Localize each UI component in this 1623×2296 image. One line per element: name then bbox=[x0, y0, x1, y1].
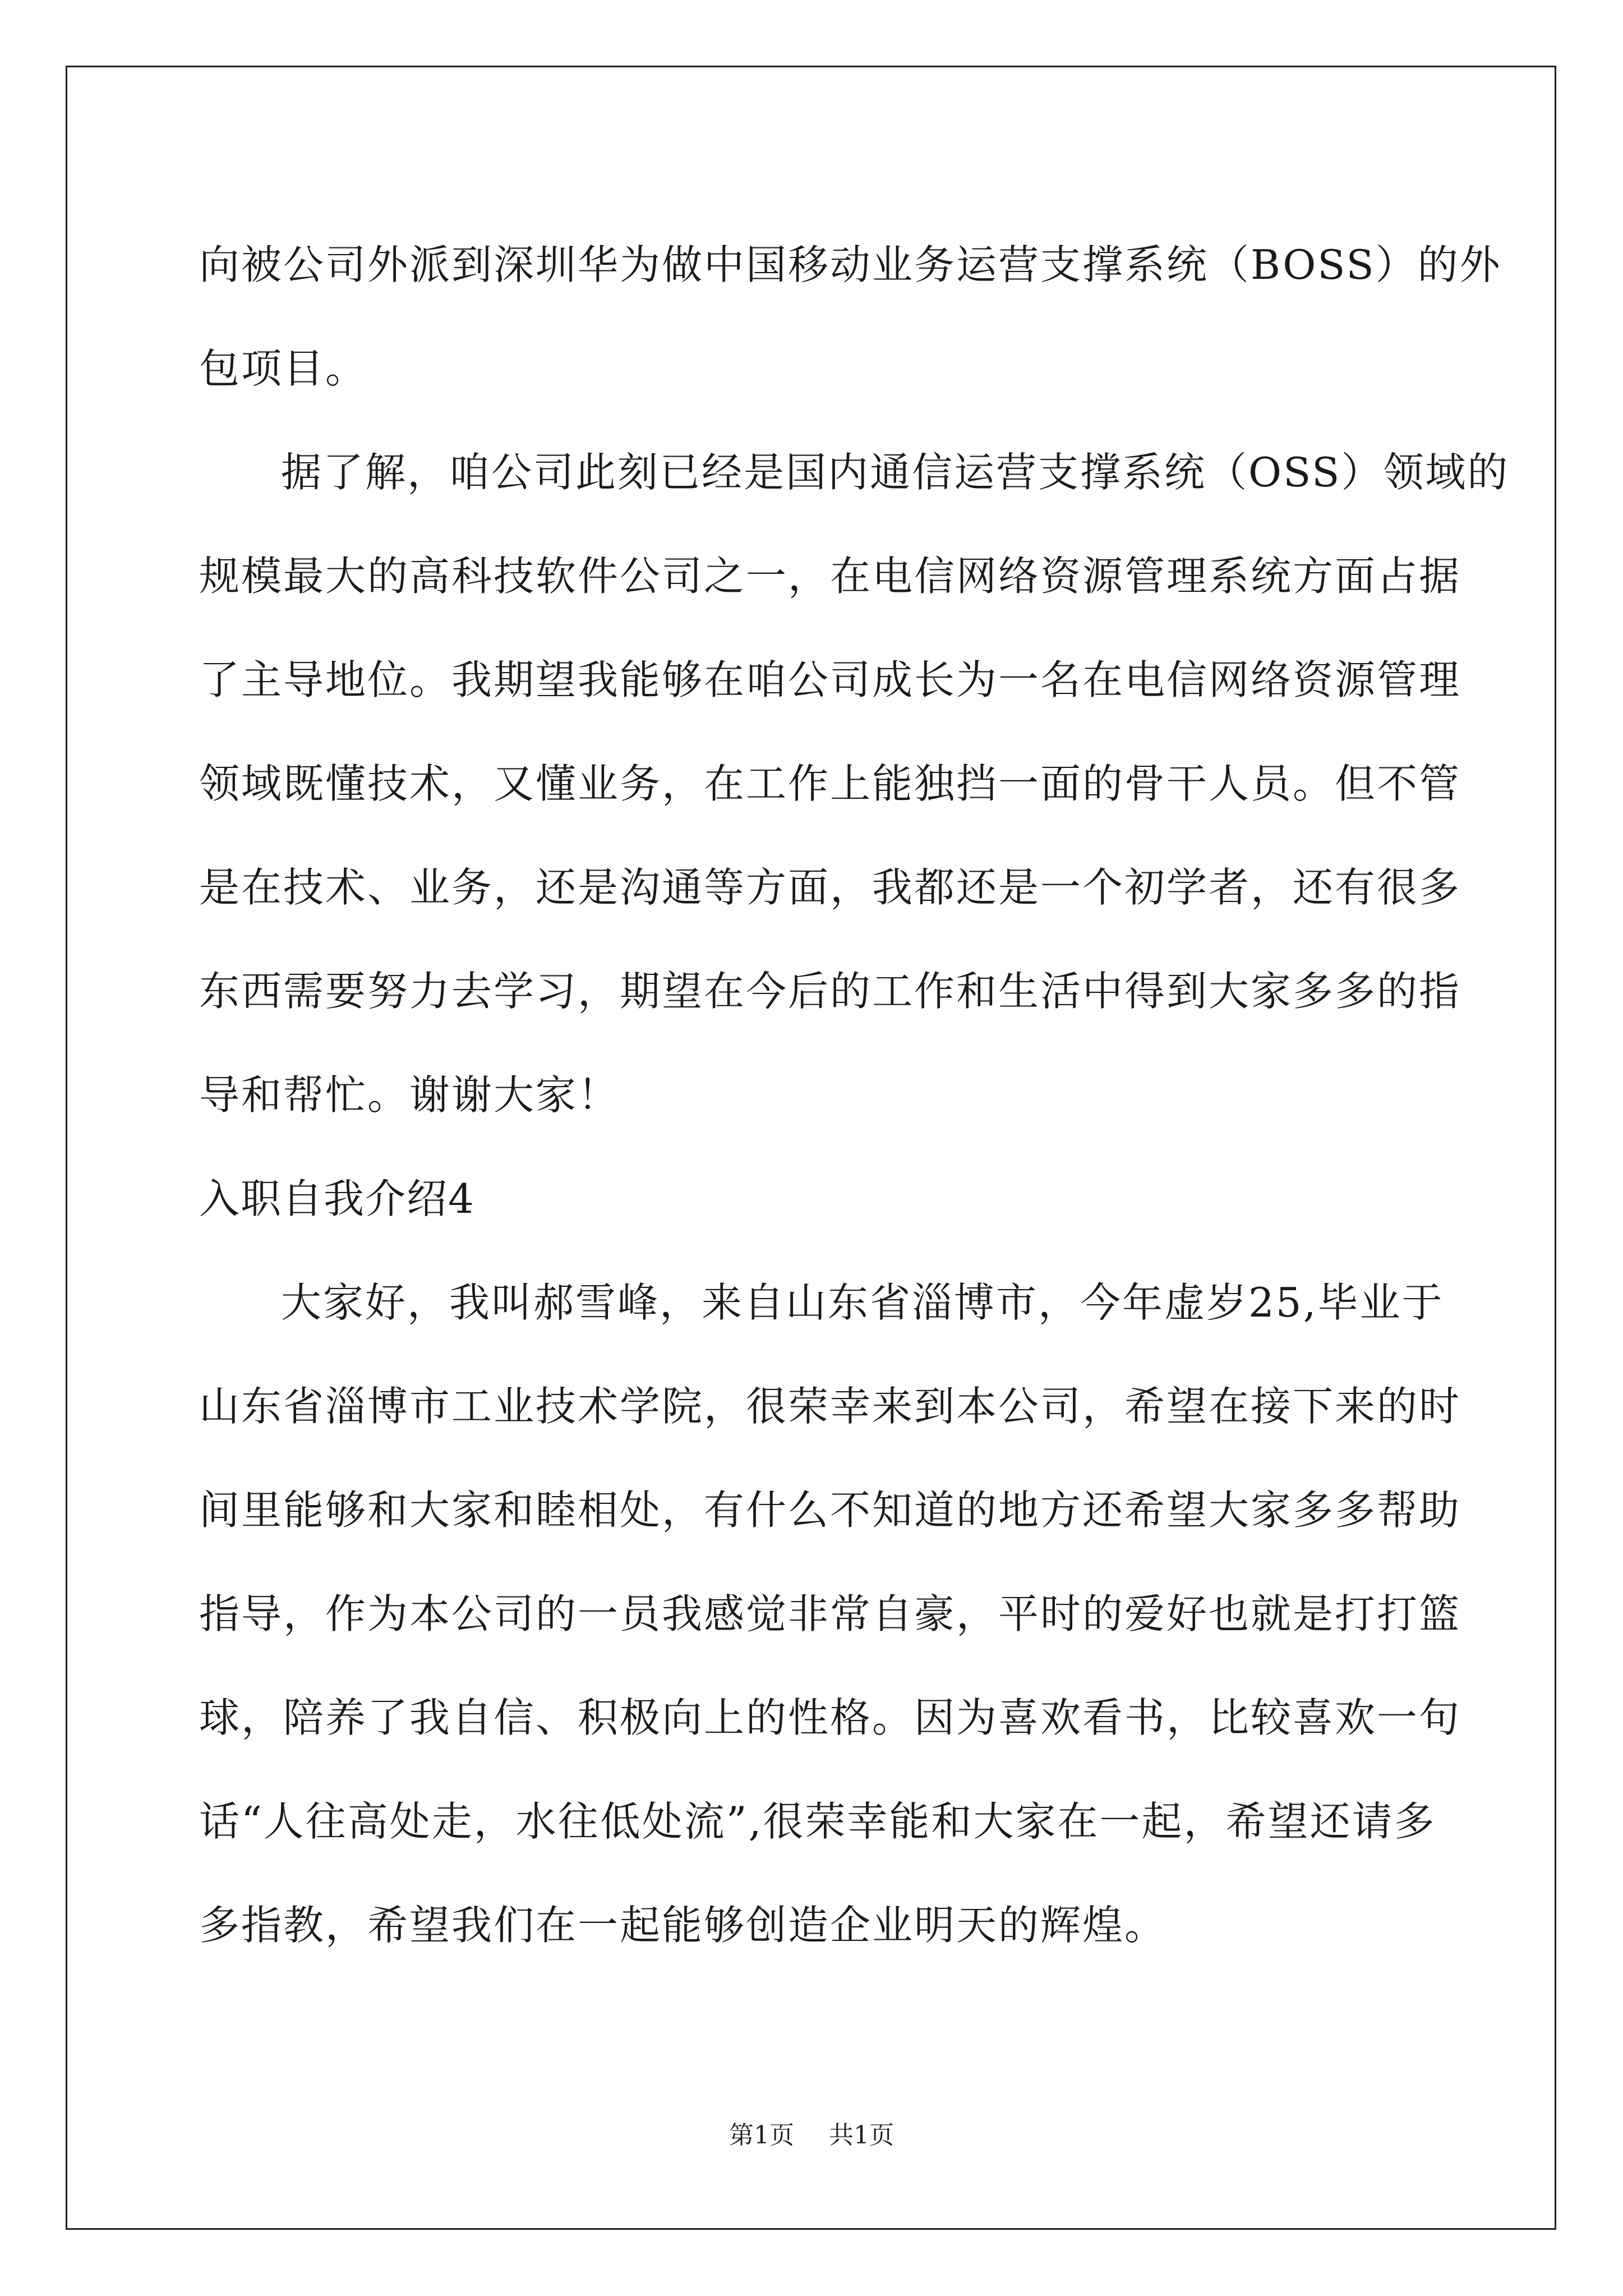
text-line: 球，陪养了我自信、积极向上的性格。因为喜欢看书，比较喜欢一句 bbox=[199, 1694, 1461, 1741]
page-number-current: 第1页 bbox=[729, 2121, 794, 2150]
text-line: 包项目。 bbox=[199, 345, 368, 392]
text-line: 导和帮忙。谢谢大家！ bbox=[199, 1071, 620, 1119]
text-line: 话“人往高处走，水往低处流”,很荣幸能和大家在一起，希望还请多 bbox=[199, 1798, 1436, 1845]
text-line: 东西需要努力去学习，期望在今后的工作和生活中得到大家多多的指 bbox=[199, 968, 1461, 1015]
document-body bbox=[199, 213, 1510, 1977]
text-line: 是在技术、业务，还是沟通等方面，我都还是一个初学者，还有很多 bbox=[199, 864, 1461, 911]
page-footer bbox=[0, 2115, 1623, 2151]
section-heading: 入职自我介绍4 bbox=[199, 1175, 475, 1222]
text-line: 领域既懂技术，又懂业务，在工作上能独挡一面的骨干人员。但不管 bbox=[199, 760, 1461, 807]
text-line: 指导，作为本公司的一员我感觉非常自豪，平时的爱好也就是打打篮 bbox=[199, 1590, 1461, 1637]
text-line: 了主导地位。我期望我能够在咱公司成长为一名在电信网络资源管理 bbox=[199, 656, 1461, 703]
page-number-total: 共1页 bbox=[829, 2121, 894, 2150]
text-line: 大家好，我叫郝雪峰，来自山东省淄博市，今年虚岁25,毕业于 bbox=[281, 1279, 1444, 1326]
text-line: 多指教，希望我们在一起能够创造企业明天的辉煌。 bbox=[199, 1902, 1167, 1949]
text-line: 据了解，咱公司此刻已经是国内通信运营支撑系统（OSS）领域的 bbox=[281, 449, 1510, 496]
text-line: 间里能够和大家和睦相处，有什么不知道的地方还希望大家多多帮助 bbox=[199, 1487, 1461, 1534]
text-line: 规模最大的高科技软件公司之一，在电信网络资源管理系统方面占据 bbox=[199, 553, 1461, 600]
text-line: 向被公司外派到深圳华为做中国移动业务运营支撑系统（BOSS）的外 bbox=[199, 241, 1502, 288]
text-line: 山东省淄博市工业技术学院，很荣幸来到本公司，希望在接下来的时 bbox=[199, 1383, 1461, 1430]
